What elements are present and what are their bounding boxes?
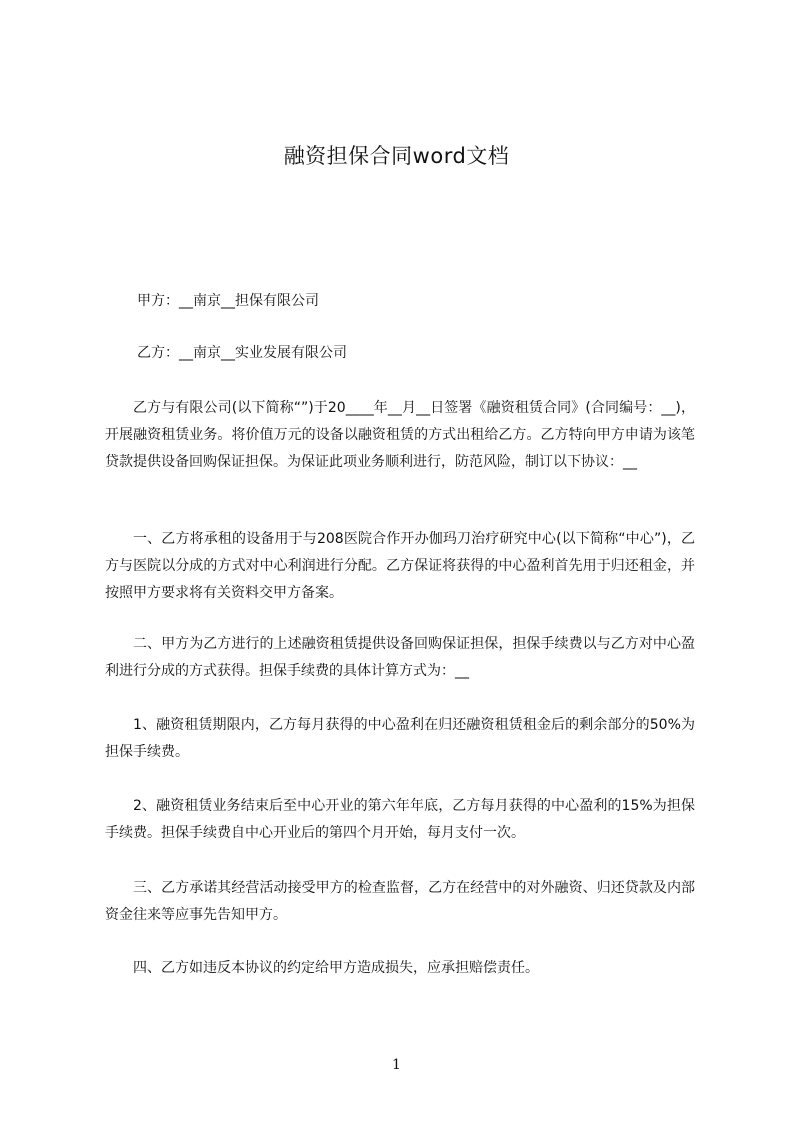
intro-paragraph: 乙方与有限公司(以下简称“”)于20____年__月__日签署《融资租赁合同》(合同编号：__)，开展融资租赁业务。将价值万元的设备以融资租赁的方式出租给乙方。乙方特向甲方申请为该笔贷款提供设备回购保证担保。为保证此项业务顺利进行，防范风险，制订以下协议：__ — [105, 400, 695, 470]
clause-one-paragraph: 一、乙方将承租的设备用于与208医院合作开办伽玛刀治疗研究中心(以下简称“中心”)，乙方与医院以分成的方式对中心利润进行分配。乙方保证将获得的中心盈利首先用于归还租金，并按照甲方要求将有关资料交甲方备案。 — [105, 531, 695, 601]
clause-four-paragraph: 四、乙方如违反本协议的约定给甲方造成损失，应承担赔偿责任。 — [133, 960, 539, 976]
party-b-line: 乙方：__南京__实业发展有限公司 — [137, 345, 347, 361]
party-a-line: 甲方：__南京__担保有限公司 — [137, 293, 319, 309]
clause-three-paragraph: 三、乙方承诺其经营活动接受甲方的检查监督，乙方在经营中的对外融资、归还贷款及内部资金往来等应事先告知甲方。 — [105, 880, 695, 923]
document-title: 融资担保合同word文档 — [283, 144, 510, 168]
clause-two-item-2: 2、融资租赁业务结束后至中心开业的第六年年底，乙方每月获得的中心盈利的15%为担保手续费。担保手续费自中心开业后的第四个月开始，每月支付一次。 — [105, 798, 695, 841]
page-number: 1 — [392, 1057, 401, 1073]
clause-two-paragraph: 二、甲方为乙方进行的上述融资租赁提供设备回购保证担保，担保手续费以与乙方对中心盈利进行分成的方式获得。担保手续费的具体计算方式为：__ — [105, 636, 695, 679]
clause-two-item-1: 1、融资租赁期限内，乙方每月获得的中心盈利在归还融资租赁租金后的剩余部分的50%为担保手续费。 — [105, 717, 695, 760]
